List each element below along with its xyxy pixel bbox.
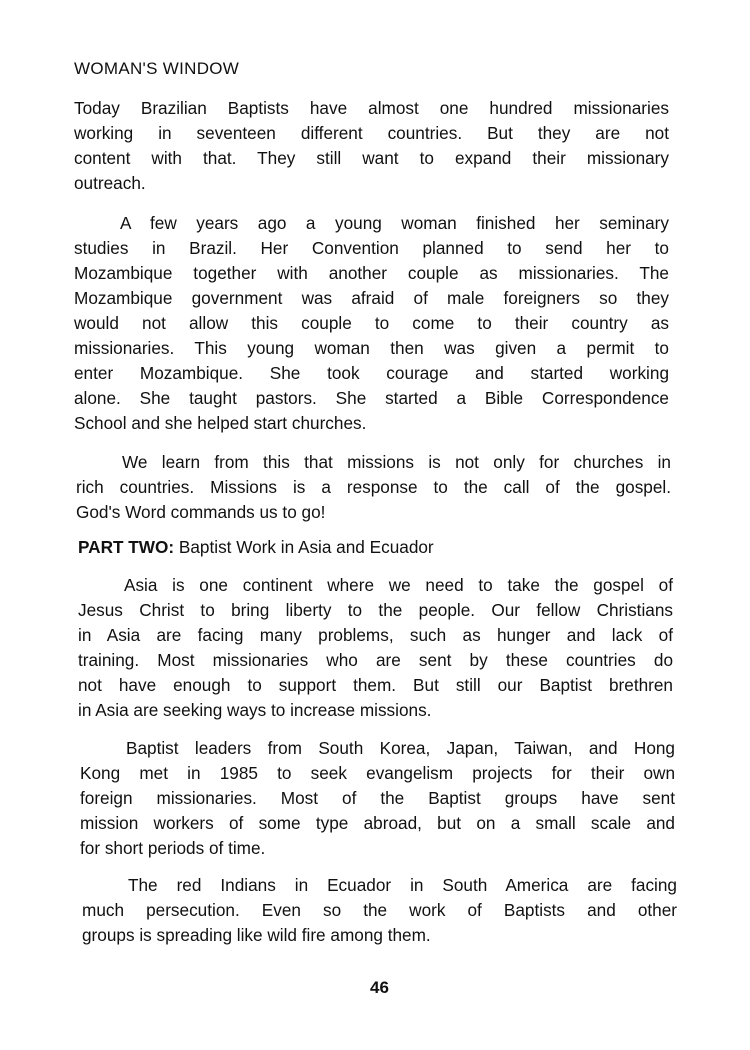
text-line: training. Most missionaries who are sent by these countries do bbox=[78, 650, 673, 670]
text-line: enter Mozambique. She took courage and started working bbox=[74, 363, 669, 383]
text-line: much persecution. Even so the work of Baptists and other bbox=[82, 900, 677, 920]
paragraph bbox=[74, 96, 669, 196]
text-line: in Asia are facing many problems, such as hunger and lack of bbox=[78, 625, 673, 645]
text-line: would not allow this couple to come to their country as bbox=[74, 313, 669, 333]
text-line: rich countries. Missions is a response to the call of the gospel. bbox=[76, 477, 671, 497]
section-heading bbox=[78, 537, 434, 558]
text-line: working in seventeen different countries. But they are not bbox=[74, 123, 669, 143]
paragraph bbox=[78, 573, 673, 723]
text-line: studies in Brazil. Her Convention planned to send her to bbox=[74, 238, 669, 258]
text-line: A few years ago a young woman finished her seminary bbox=[120, 213, 669, 233]
text-line: alone. She taught pastors. She started a Bible Correspondence bbox=[74, 388, 669, 408]
page-number: 46 bbox=[370, 978, 389, 997]
running-header: WOMAN'S WINDOW bbox=[74, 59, 240, 78]
paragraph bbox=[74, 211, 669, 436]
text-line: missionaries. This young woman then was given a permit to bbox=[74, 338, 669, 358]
text-line: outreach. bbox=[74, 173, 146, 193]
text-line: Kong met in 1985 to seek evangelism projects for their own bbox=[80, 763, 675, 783]
text-line: foreign missionaries. Most of the Baptist groups have sent bbox=[80, 788, 675, 808]
paragraph bbox=[82, 873, 677, 948]
section-heading-title: Baptist Work in Asia and Ecuador bbox=[178, 537, 434, 557]
text-line: Asia is one continent where we need to take the gospel of bbox=[124, 575, 673, 595]
text-line: mission workers of some type abroad, but on a small scale and bbox=[80, 813, 675, 833]
text-line: The red Indians in Ecuador in South America are facing bbox=[128, 875, 677, 895]
text-line: Baptist leaders from South Korea, Japan, Taiwan, and Hong bbox=[126, 738, 675, 758]
text-line: School and she helped start churches. bbox=[74, 413, 367, 433]
text-line: God's Word commands us to go! bbox=[76, 502, 326, 522]
text-line: Jesus Christ to bring liberty to the people. Our fellow Christians bbox=[78, 600, 673, 620]
text-line: for short periods of time. bbox=[80, 838, 266, 858]
text-line: Mozambique government was afraid of male foreigners so they bbox=[74, 288, 669, 308]
text-line: not have enough to support them. But still our Baptist brethren bbox=[78, 675, 673, 695]
text-line: in Asia are seeking ways to increase missions. bbox=[78, 700, 432, 720]
text-line: Mozambique together with another couple as missionaries. The bbox=[74, 263, 669, 283]
text-line: We learn from this that missions is not only for churches in bbox=[122, 452, 671, 472]
section-heading-label: PART TWO: bbox=[78, 537, 175, 557]
text-line: groups is spreading like wild fire among them. bbox=[82, 925, 431, 945]
paragraph bbox=[80, 736, 675, 861]
text-line: Today Brazilian Baptists have almost one hundred missionaries bbox=[74, 98, 669, 118]
text-line: content with that. They still want to expand their missionary bbox=[74, 148, 669, 168]
paragraph bbox=[76, 450, 671, 525]
